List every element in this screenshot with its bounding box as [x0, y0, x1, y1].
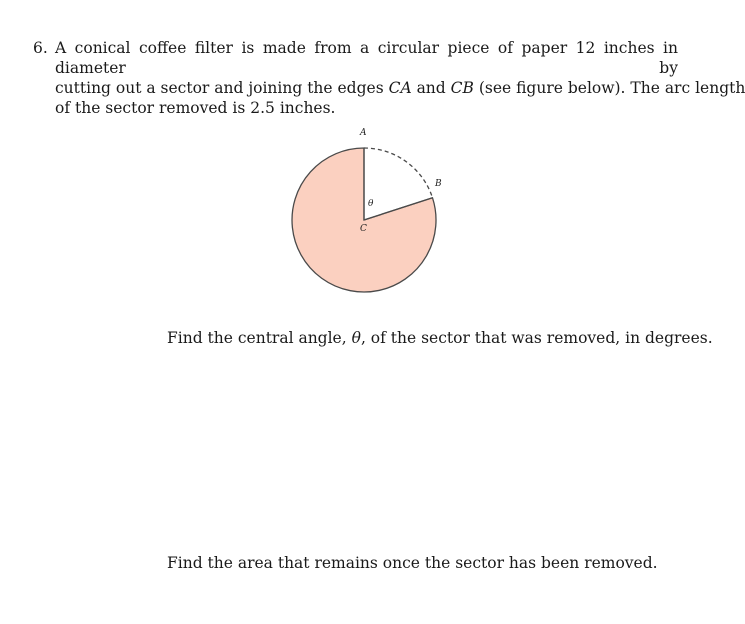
theta-label: θ [368, 199, 374, 209]
question-1-theta: θ [351, 329, 361, 347]
question-1-text: Find the central angle, [167, 329, 352, 347]
problem-line-2-tail: (see figure below). The arc length [473, 79, 745, 97]
problem-line-3: of the sector removed is 2.5 inches. [55, 99, 336, 117]
question-central-angle [167, 328, 713, 348]
problem-statement [33, 38, 745, 118]
question-1-tail: , of the sector that was removed, in degrees. [360, 329, 713, 347]
sector-diagram [280, 118, 450, 298]
question-remaining-area: Find the area that remains once the sector has been removed. [167, 554, 658, 572]
edge-ca-label: CA [388, 79, 412, 97]
problem-line-2-and: and [411, 79, 451, 97]
point-b-label: B [435, 179, 442, 189]
point-a-label: A [360, 128, 367, 138]
problem-line-2-text: cutting out a sector and joining the edges [55, 79, 389, 97]
problem-body [55, 38, 745, 118]
problem-line-1: A conical coffee filter is made from a circular piece of paper 12 inches in diameter by [55, 39, 678, 77]
problem-line-2 [55, 78, 745, 98]
point-c-label: C [360, 224, 367, 234]
removed-sector-arc [364, 148, 433, 198]
edge-cb-label: CB [450, 79, 474, 97]
problem-number: 6. [33, 39, 48, 57]
coffee-filter-figure [280, 118, 450, 298]
